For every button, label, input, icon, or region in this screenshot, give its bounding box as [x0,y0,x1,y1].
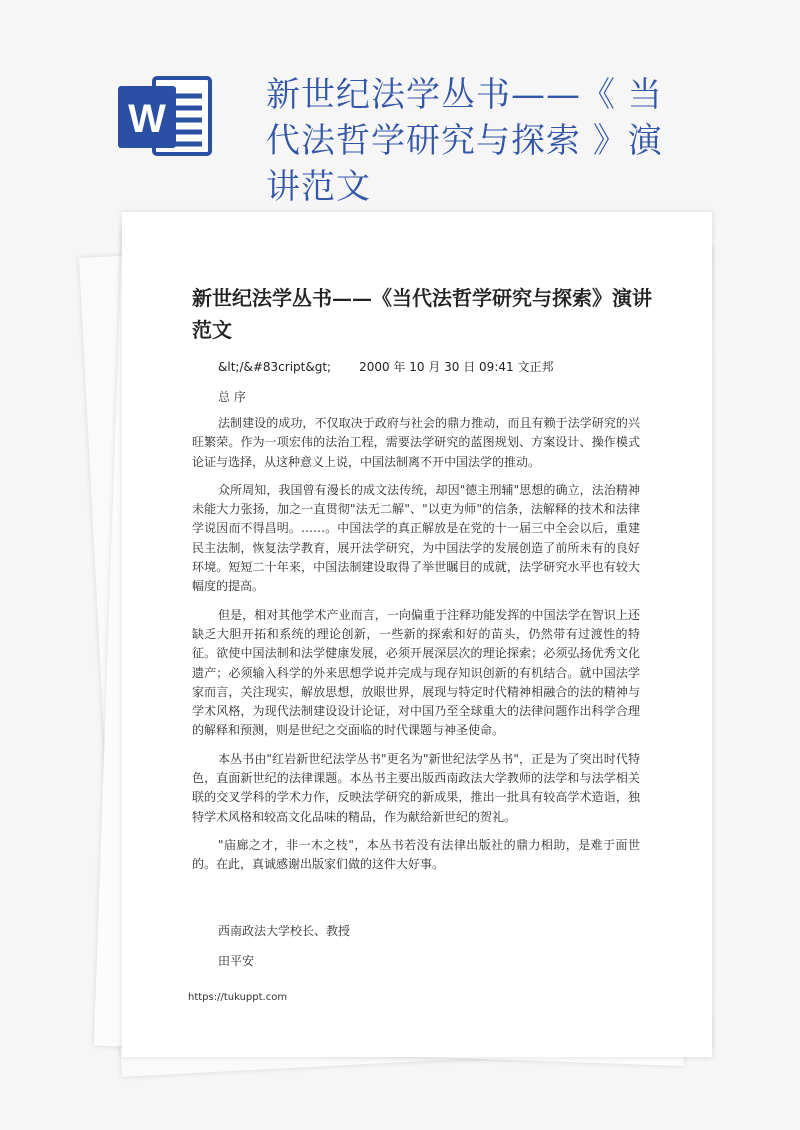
paragraph: 但是，相对其他学术产业而言，一向偏重于注释功能发挥的中国法学在智识上还缺乏大胆开拓和系统的理论创新，一些新的探索和好的苗头，仍然带有过渡性的特征。欲使中国法制和法学健康发展，必须开展深层次的理论探索；必须弘扬优秀文化遗产；必须输入科学的外来思想学说并完成与现存知识创新的有机结合。就中国法学家而言，关注现实，解放思想，放眼世界，展现与特定时代精神相融合的法的精神与学术风格，为现代法制建设设计论证，对中国乃至全球重大的法律问题作出科学合理的解释和预测，则是世纪之交面临的时代课题与神圣使命。 [192,607,640,738]
page-header [0,0,800,207]
word-logo-letter: W [128,97,166,141]
paragraph: 法制建设的成功，不仅取决于政府与社会的鼎力推动，而且有赖于法学研究的兴旺繁荣。作为一项宏伟的法治工程，需要法学研究的蓝图规划、方案设计、操作模式论证与选择，从这种意义上说，中国法制离不开中国法学的推动。 [192,416,640,469]
paragraph: "庙廊之才，非一木之枝"，本丛书若没有法律出版社的鼎力相助，是难于面世的。在此，真诚感谢出版家们做的这件大好事。 [192,837,640,872]
paragraph: 本丛书由"红岩新世纪法学丛书"更名为"新世纪法学丛书"，正是为了突出时代特色，直面新世纪的法律课题。本丛书主要出版西南政法大学教师的法学和与法学相关联的交叉学科的学术力作，反映法学研究的新成果，推出一批具有较高学术造诣，独特学术风格和较高文化品味的精品，作为献给新世纪的贺礼。 [192,751,640,824]
section-heading: 总 序 [218,390,246,404]
document-meta [218,358,553,375]
document-date: 2000 年 10 月 30 日 09:41 文正邦 [359,360,554,374]
footer-url-link[interactable]: https://tukuppt.com [188,992,288,1003]
document-title: 新世纪法学丛书——《当代法哲学研究与探索》演讲范文 [192,286,652,342]
document-body [192,414,640,884]
word-document-icon [118,72,214,160]
paragraph: 众所周知，我国曾有漫长的成文法传统，却因"德主刑辅"思想的确立，法治精神未能大力张扬，加之一直贯彻"法无二解"、"以吏为师"的信条，法解释的技术和法律学说因而不得昌明。……。中国法学的真正解放是在党的十一届三中全会以后，重建民主法制，恢复法学教育，展开法学研究，为中国法学的发展创造了前所未有的良好环境。短短二十年来，中国法制建设取得了举世瞩目的成就，法学研究水平也有较大幅度的提高。 [192,482,640,594]
script-tag-text: &lt;/&#83cript&gt; [218,360,332,374]
document-page [122,212,712,1057]
header-title: 新世纪法学丛书——《 当代法哲学研究与探索 》演讲范文 [266,75,663,207]
signature-affiliation: 西南政法大学校长、教授 [218,924,351,938]
signature-name: 田平安 [218,954,255,968]
